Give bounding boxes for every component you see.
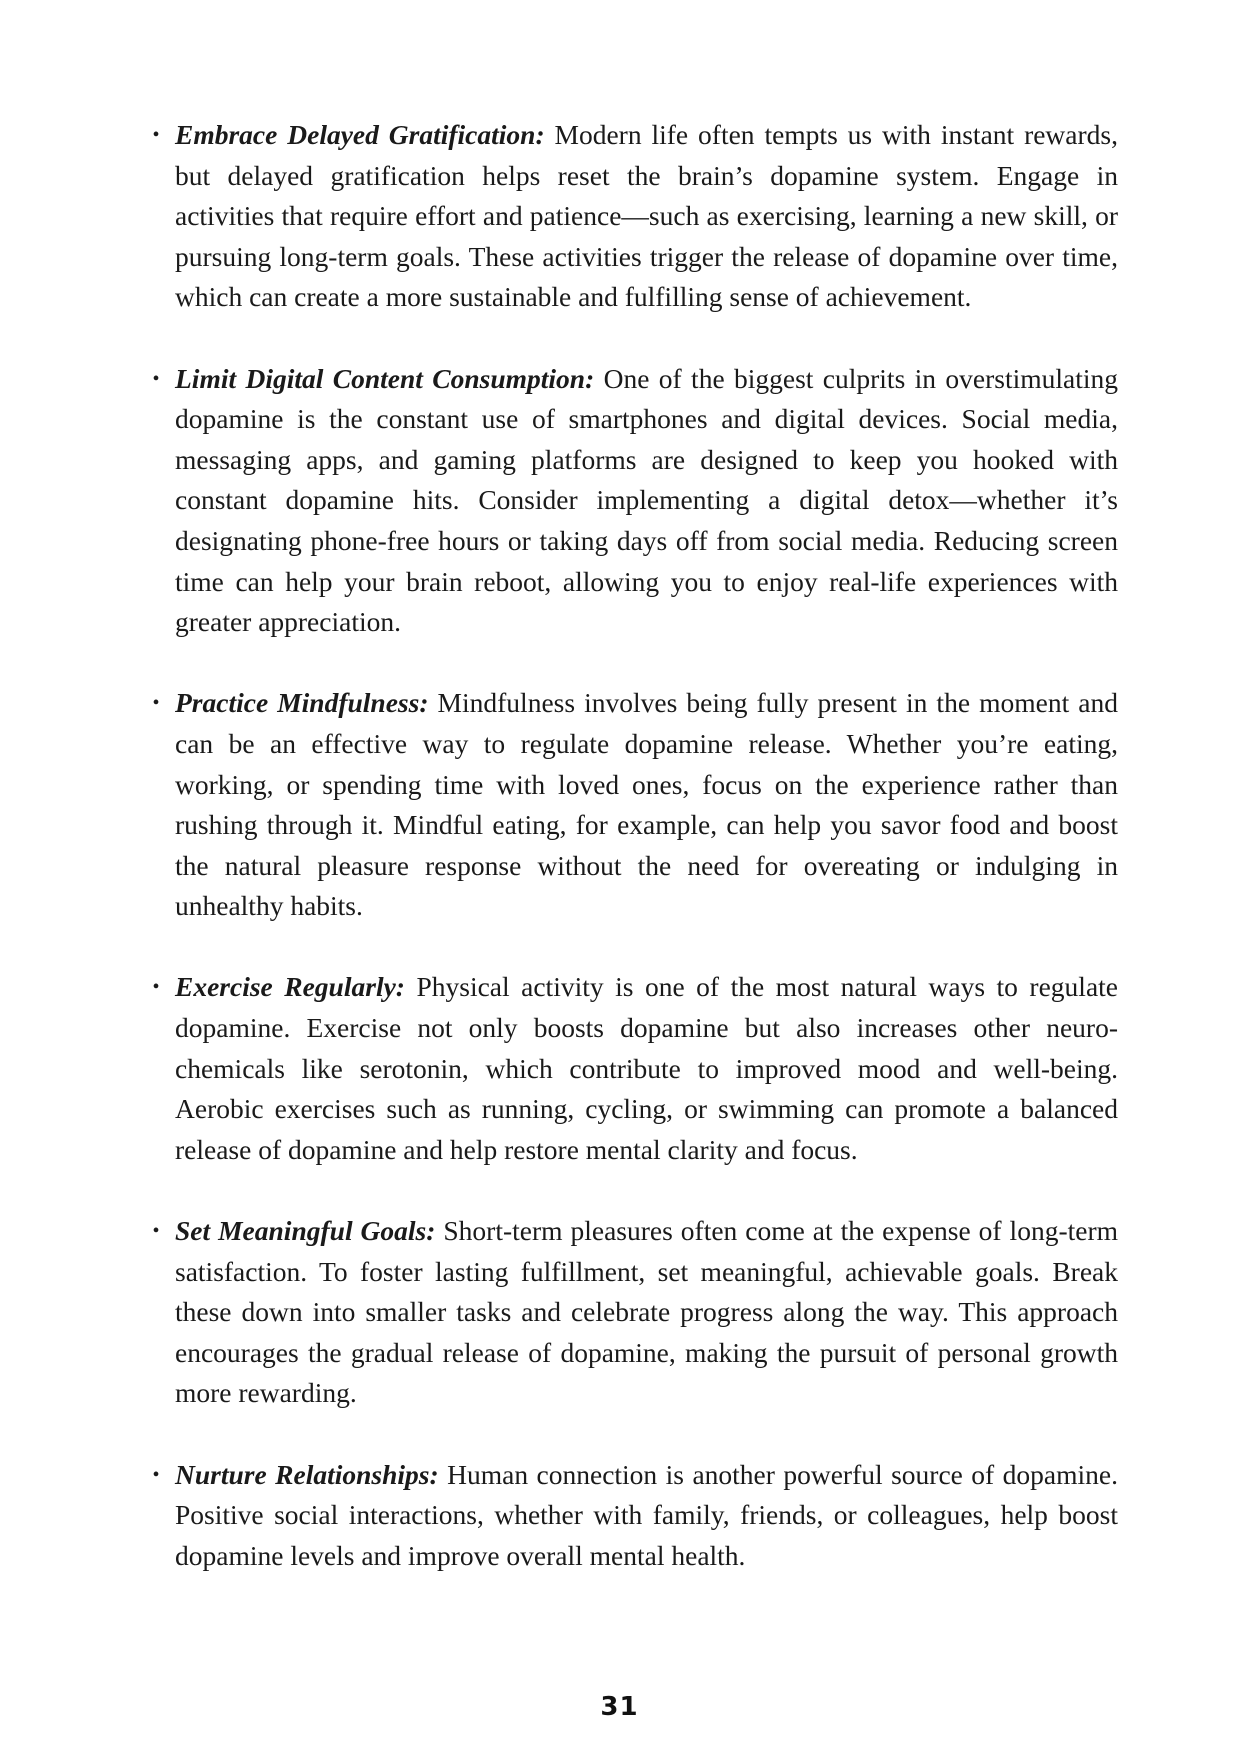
bullet-icon: • [152,124,160,146]
item-body: Modern life often tempts us with instant rewards, but delayed gratification helps reset the brain’s dopamine system. Engage in activities that require effort and patience—such as exercising, learning a new skill, or pursuing long-term goals. These activities trigger the release of dopamine over time, which can create a more sustainable and fulfilling sense of achievement. [175,119,1118,313]
bullet-icon: • [152,367,160,390]
bullet-icon: • [152,692,160,715]
bullet-list [150,115,1118,1576]
item-body: Human connection is another powerful source of dopamine. Positive social interactions, whether with family, friends, or colleagues, help boost dopamine levels and improve overall mental health. [175,1458,1118,1571]
list-item [150,1455,1118,1577]
page-number: 31 [600,1692,639,1722]
item-heading: Nurture Relationships: [175,1458,439,1490]
bullet-icon: • [152,976,160,999]
list-item [150,683,1118,927]
list-item [150,359,1118,643]
item-body: One of the biggest culprits in overstimulating dopamine is the constant use of smartphones and digital devices. Social media, messaging apps, and gaming platforms are designed to keep you hooked with constant dopamine hits. Consider implementing a digital detox—whether it’s designating phone-free hours or taking days off from social media. Reducing screen time can help your brain reboot, allowing you to enjoy real-life experiences with greater appreciation. [175,362,1118,638]
item-heading: Practice Mindfulness: [175,687,429,719]
item-heading: Limit Digital Content Consumption: [175,362,595,394]
list-item [150,115,1118,318]
item-body: Physical activity is one of the most natural ways to regulate dopamine. Exercise not only boosts dopamine but also increases other neuro-chemicals like serotonin, which contribute to improved mood and well-being. Aerobic exercises such as running, cycling, or swimming can promote a balanced release of dopamine and help restore mental clarity and focus. [175,971,1118,1165]
list-item [150,1211,1118,1414]
item-body: Short-term pleasures often come at the expense of long-term satisfaction. To foster lasting fulfillment, set meaningful, achievable goals. Break these down into smaller tasks and celebrate progress along the way. This approach encourages the gradual release of dopamine, making the pursuit of personal growth more rewarding. [175,1215,1118,1409]
item-heading: Embrace Delayed Gratification: [175,119,545,150]
item-body: Mindfulness involves being fully present in the moment and can be an effective way to regulate dopamine release. Whether you’re eating, working, or spending time with loved ones, focus on the experience rather than rushing through it. Mindful eating, for example, can help you savor food and boost the natural pleasure response without the need for overeating or indulging in unhealthy habits. [175,687,1118,922]
bullet-icon: • [152,1463,160,1486]
item-heading: Set Meaningful Goals: [175,1215,436,1247]
bullet-icon: • [152,1220,160,1243]
item-heading: Exercise Regularly: [175,971,405,1003]
list-item [150,967,1118,1170]
